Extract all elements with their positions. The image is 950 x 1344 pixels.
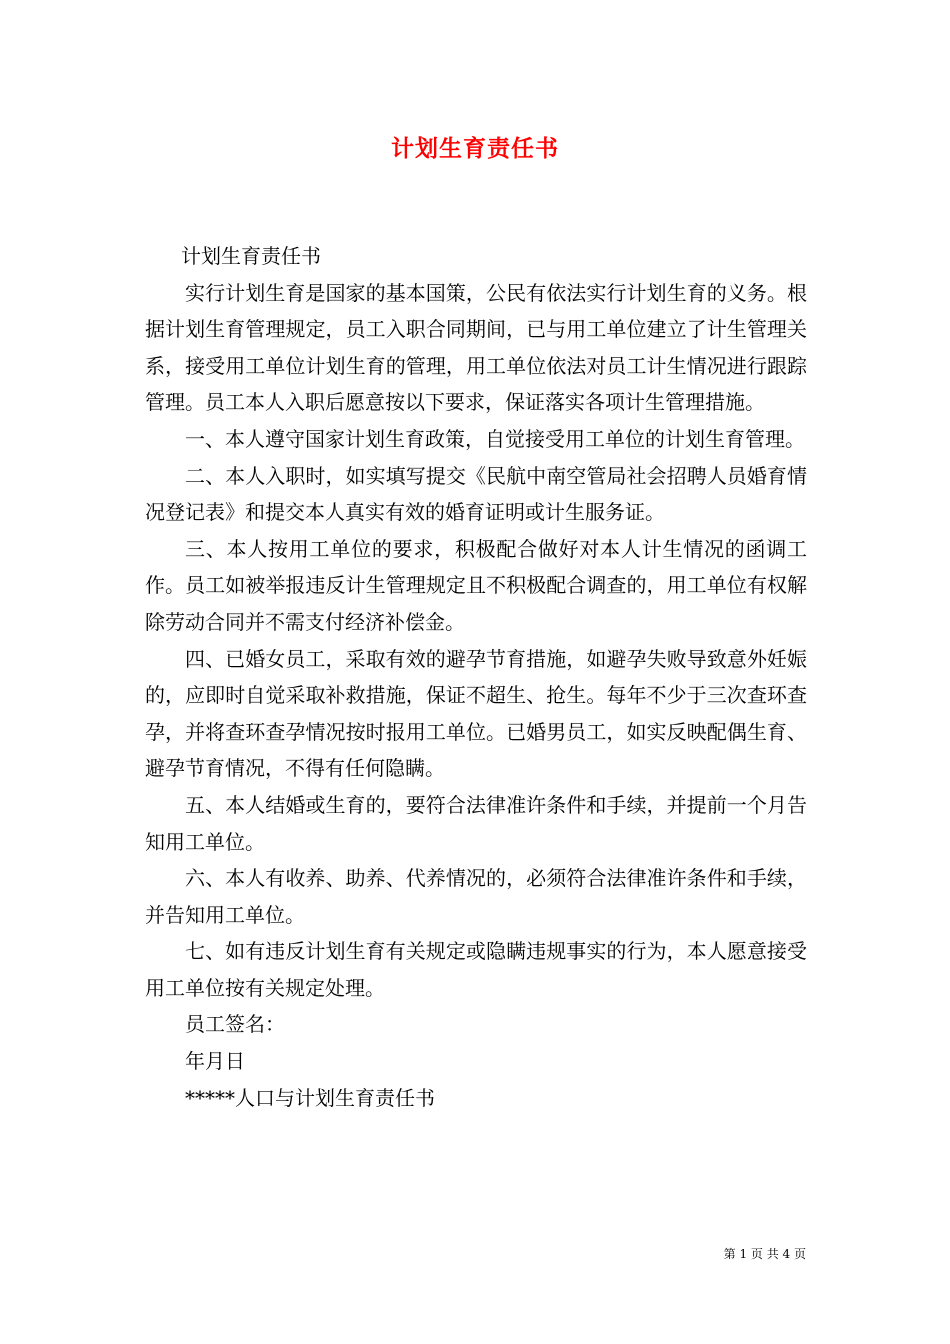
next-section-title: *****人口与计划生育责任书 — [185, 1085, 435, 1110]
body-paragraph-heading: 计划生育责任书 — [181, 244, 321, 268]
document-body — [145, 238, 807, 1116]
date-line: 年月日 — [185, 1049, 245, 1074]
body-paragraph: 四、已婚女员工，采取有效的避孕节育措施，如避孕失败导致意外妊娠的，应即时自觉采取补救措施，保证不超生、抢生。每年不少于三次查环查孕，并将查环查孕情况按时报用工单位。已婚男员工，如实反映配偶生育、避孕节育情况，不得有任何隐瞒。 — [145, 646, 807, 781]
page-number: 第 1 页 共 4 页 — [723, 1247, 806, 1261]
body-paragraph: 七、如有违反计划生育有关规定或隐瞒违规事实的行为，本人愿意接受用工单位按有关规定处理。 — [145, 939, 807, 1000]
signature-label: 员工签名： — [185, 1012, 285, 1037]
body-paragraph: 三、本人按用工单位的要求，积极配合做好对本人计生情况的函调工作。员工如被举报违反计生管理规定且不积极配合调查的，用工单位有权解除劳动合同并不需支付经济补偿金。 — [145, 536, 807, 634]
body-paragraph: 六、本人有收养、助养、代养情况的，必须符合法律准许条件和手续，并告知用工单位。 — [145, 866, 807, 927]
document-title: 计划生育责任书 — [391, 135, 559, 162]
body-paragraph: 一、本人遵守国家计划生育政策，自觉接受用工单位的计划生育管理。 — [185, 426, 805, 451]
body-paragraph: 五、本人结婚或生育的，要符合法律准许条件和手续，并提前一个月告知用工单位。 — [145, 792, 807, 854]
body-paragraph: 实行计划生育是国家的基本国策，公民有依法实行计划生育的义务。根据计划生育管理规定，员工入职合同期间，已与用工单位建立了计生管理关系，接受用工单位计划生育的管理，用工单位依法对员工计生情况进行跟踪管理。员工本人入职后愿意按以下要求，保证落实各项计生管理措施。 — [145, 280, 807, 415]
body-paragraph: 二、本人入职时，如实填写提交《民航中南空管局社会招聘人员婚育情况登记表》和提交本人真实有效的婚育证明或计生服务证。 — [145, 463, 807, 525]
